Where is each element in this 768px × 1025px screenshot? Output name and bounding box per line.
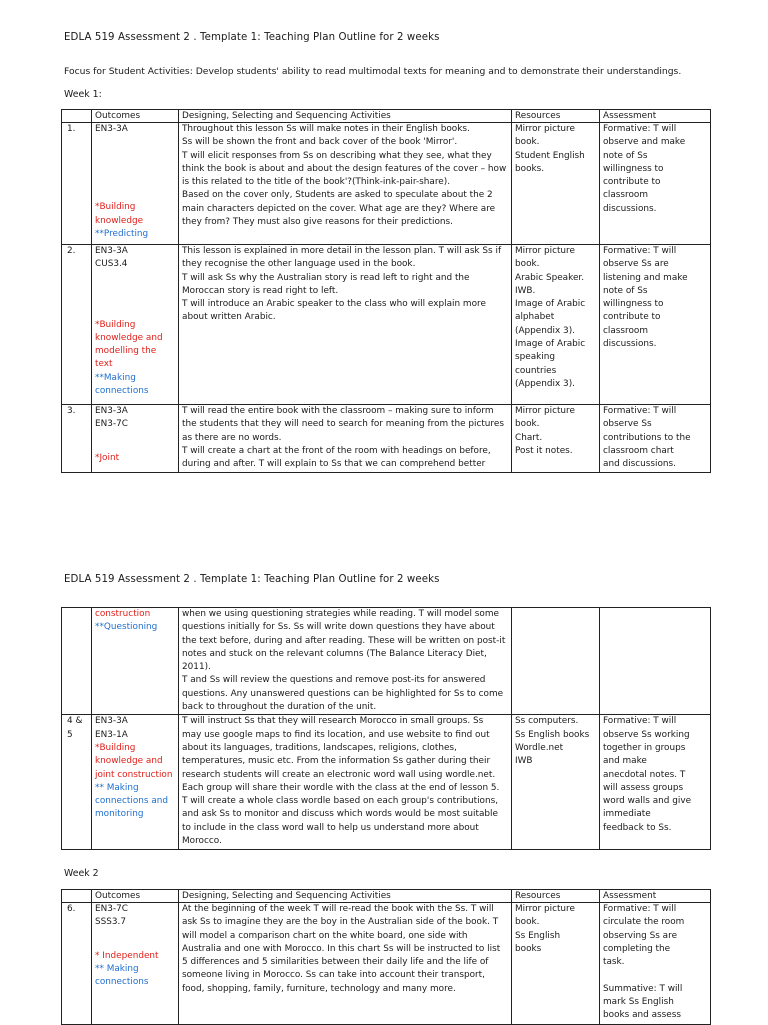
assessment-line: circulate the room bbox=[603, 917, 685, 928]
activity-line: someone living in Morocco. Ss can take into account their transport, bbox=[182, 970, 485, 981]
outcomes-header: Outcomes bbox=[92, 890, 179, 903]
assessment-cell bbox=[600, 123, 711, 245]
table-row bbox=[62, 715, 711, 850]
week-1-plan-table bbox=[61, 109, 711, 473]
assessment-line: note of Ss bbox=[603, 285, 648, 296]
activity-line: temperatures, music etc. From the information Ss gather during their bbox=[182, 756, 491, 767]
activity-line: questions initially for Ss. Ss will write down questions they have about bbox=[182, 622, 495, 633]
resource-line: Wordle.net bbox=[515, 742, 564, 753]
resources-cell bbox=[512, 405, 600, 473]
strategy-label: connections bbox=[95, 977, 149, 988]
page-header-1: EDLA 519 Assessment 2 . Template 1: Teaching Plan Outline for 2 weeks bbox=[64, 32, 440, 43]
strategy-label: monitoring bbox=[95, 809, 144, 820]
resource-line: book. bbox=[515, 259, 540, 270]
resource-line: Post it notes. bbox=[515, 445, 573, 456]
assessment-line: Summative: T will bbox=[603, 983, 683, 994]
table-row bbox=[62, 903, 711, 1025]
resource-line: IWB bbox=[515, 756, 533, 767]
activities-cell bbox=[179, 405, 512, 473]
resource-line: (Appendix 3). bbox=[515, 378, 575, 389]
resources-header: Resources bbox=[512, 890, 600, 903]
lesson-number-line: 5 bbox=[67, 729, 73, 740]
activity-line: food, shopping, family, furniture, technology and many more. bbox=[182, 983, 456, 994]
assessment-line: books and assess bbox=[603, 1010, 681, 1021]
assessment-line: word walls and give bbox=[603, 796, 692, 807]
resource-line: countries bbox=[515, 365, 557, 376]
activity-line: research students will create an electronic word wall using wordle.net. bbox=[182, 769, 496, 780]
strategy-label: * Independent bbox=[95, 950, 159, 961]
assessment-cell bbox=[600, 405, 711, 473]
assessment-line: classroom bbox=[603, 190, 648, 201]
activity-line: Each group will share their wordle with the class at the end of lesson 5. bbox=[182, 782, 500, 793]
outcome-code: EN3-7C bbox=[95, 419, 128, 430]
activities-cell bbox=[179, 715, 512, 850]
strategy-label: connections bbox=[95, 386, 149, 397]
assessment-line: discussions. bbox=[603, 339, 657, 350]
resource-line: books. bbox=[515, 163, 545, 174]
assessment-header: Assessment bbox=[600, 890, 711, 903]
activities-cell bbox=[179, 123, 512, 245]
strategy-label: connections and bbox=[95, 796, 169, 807]
activities-cell bbox=[179, 245, 512, 405]
resources-cell bbox=[512, 903, 600, 1025]
resource-line: books bbox=[515, 943, 542, 954]
activity-line: This lesson is explained in more detail in the lesson plan. T will ask Ss if bbox=[182, 246, 502, 256]
activity-line: questions. Any unanswered questions can be highlighted for Ss to come bbox=[182, 688, 504, 699]
activity-line: back to throughout the duration of the unit. bbox=[182, 702, 377, 713]
assessment-line: note of Ss bbox=[603, 150, 648, 161]
assessment-line: feedback to Ss. bbox=[603, 822, 672, 833]
table-header-row bbox=[62, 110, 711, 123]
strategy-label: text bbox=[95, 359, 113, 370]
assessment-line: immediate bbox=[603, 809, 651, 820]
strategy-label: *Building bbox=[95, 742, 136, 753]
activity-line: 2011). bbox=[182, 662, 211, 673]
outcome-code: CUS3.4 bbox=[95, 259, 128, 270]
assessment-line: completing the bbox=[603, 943, 671, 954]
strategy-label: knowledge and bbox=[95, 332, 163, 343]
activity-line: ask Ss to imagine they are the boy in the Australian side of the book. T bbox=[182, 917, 499, 928]
num-header bbox=[62, 890, 92, 903]
activity-line: when we using questioning strategies while reading. T will model some bbox=[182, 609, 499, 619]
assessment-line: observe Ss working bbox=[603, 729, 690, 740]
outcomes-cell bbox=[92, 608, 179, 715]
resources-cell bbox=[512, 123, 600, 245]
assessment-line: Formative: T will bbox=[603, 904, 677, 914]
table-row bbox=[62, 405, 711, 473]
assessment-line: and make bbox=[603, 756, 647, 767]
resource-line: book. bbox=[515, 419, 540, 430]
table-row bbox=[62, 608, 711, 715]
lesson-number: 1. bbox=[62, 123, 92, 245]
activity-line: during and after. T will explain to Ss that we can comprehend better bbox=[182, 459, 486, 470]
resource-line: Student English bbox=[515, 150, 585, 161]
outcomes-cell bbox=[92, 123, 179, 245]
assessment-line: Formative: T will bbox=[603, 716, 677, 727]
resources-cell bbox=[512, 715, 600, 850]
strategy-label: **Predicting bbox=[95, 228, 149, 239]
resource-line: Ss computers. bbox=[515, 716, 579, 727]
activity-line: they from? They must also give reasons for their predictions. bbox=[182, 217, 453, 228]
assessment-header: Assessment bbox=[600, 110, 711, 123]
resource-line: Chart. bbox=[515, 432, 543, 443]
outcome-code: EN3-3A bbox=[95, 246, 128, 256]
assessment-line: discussions. bbox=[603, 203, 657, 214]
resource-line: Ss English bbox=[515, 930, 561, 941]
strategy-label: knowledge and bbox=[95, 756, 163, 767]
assessment-cell bbox=[600, 903, 711, 1025]
assessment-line: and discussions. bbox=[603, 459, 676, 470]
activity-line: they recognise the other language used in the book. bbox=[182, 259, 416, 270]
strategy-label: **Making bbox=[95, 372, 136, 383]
assessment-line: Formative: T will bbox=[603, 124, 677, 134]
activity-line: to include in the class word wall to help us understand more about bbox=[182, 822, 479, 833]
assessment-cell bbox=[600, 245, 711, 405]
strategy-label: joint construction bbox=[95, 769, 173, 780]
lesson-number: 2. bbox=[62, 245, 92, 405]
activity-line: 5 differences and 5 similarities between their daily life and the life of bbox=[182, 957, 489, 968]
activity-line: Based on the cover only, Students are asked to speculate about the 2 bbox=[182, 190, 493, 201]
lesson-number-line: 4 & bbox=[67, 716, 83, 727]
activity-line: notes and stuck on the relevant columns (The Balance Literacy Diet, bbox=[182, 648, 487, 659]
strategy-label: *Building bbox=[95, 202, 136, 213]
activity-line: main characters depicted on the cover. What age are they? Where are bbox=[182, 203, 496, 214]
assessment-line: willingness to bbox=[603, 163, 664, 174]
outcomes-cell bbox=[92, 903, 179, 1025]
strategy-label: construction bbox=[95, 609, 151, 619]
strategy-label: knowledge bbox=[95, 215, 144, 226]
activity-line: T will create a whole class wordle based on each group's contributions, bbox=[182, 796, 499, 807]
table-row bbox=[62, 123, 711, 245]
assessment-line: observe and make bbox=[603, 137, 686, 148]
strategy-label: **Questioning bbox=[95, 622, 158, 633]
table-header-row bbox=[62, 890, 711, 903]
assessment-line: observe Ss bbox=[603, 419, 652, 430]
lesson-number: 3. bbox=[62, 405, 92, 473]
resource-line: Ss English books bbox=[515, 729, 590, 740]
activity-line: T will instruct Ss that they will research Morocco in small groups. Ss bbox=[182, 716, 484, 727]
activity-line: as there are no words. bbox=[182, 432, 282, 443]
activity-line: T will read the entire book with the classroom – making sure to inform bbox=[182, 406, 494, 416]
num-header bbox=[62, 110, 92, 123]
assessment-line: classroom bbox=[603, 325, 648, 336]
outcome-code: EN3-3A bbox=[95, 124, 128, 134]
activity-line: Morocco. bbox=[182, 836, 222, 847]
assessment-line: contributions to the bbox=[603, 432, 691, 443]
resource-line: (Appendix 3). bbox=[515, 325, 575, 336]
activity-line: T and Ss will review the questions and remove post-its for answered bbox=[182, 675, 486, 686]
resources-cell bbox=[512, 245, 600, 405]
resource-line: book. bbox=[515, 917, 540, 928]
assessment-line: classroom chart bbox=[603, 445, 674, 456]
assessment-line: observe Ss are bbox=[603, 259, 669, 270]
resource-line: Image of Arabic bbox=[515, 339, 586, 350]
outcomes-cell bbox=[92, 245, 179, 405]
week-2-plan-table bbox=[61, 889, 711, 1025]
activities-cell bbox=[179, 903, 512, 1025]
outcome-code: EN3-7C bbox=[95, 904, 128, 914]
activity-line: may use google maps to find its location, and use website to find out bbox=[182, 729, 490, 740]
strategy-label: ** Making bbox=[95, 782, 139, 793]
strategy-label: *Joint bbox=[95, 452, 120, 463]
activities-header: Designing, Selecting and Sequencing Activities bbox=[179, 110, 512, 123]
activity-line: T will ask Ss why the Australian story is read left to right and the bbox=[182, 272, 470, 283]
resource-line: Mirror picture bbox=[515, 904, 575, 914]
assessment-line: willingness to bbox=[603, 299, 664, 310]
resources-cell bbox=[512, 608, 600, 715]
outcomes-cell bbox=[92, 715, 179, 850]
resource-line: Arabic Speaker. bbox=[515, 272, 585, 283]
outcome-code: SSS3.7 bbox=[95, 917, 127, 928]
activity-line: Ss will be shown the front and back cover of the book 'Mirror'. bbox=[182, 137, 458, 148]
strategy-label: ** Making bbox=[95, 963, 139, 974]
resource-line: Mirror picture bbox=[515, 124, 575, 134]
activity-line: think the book is about and about the design features of the cover – how bbox=[182, 163, 507, 174]
assessment-line: Formative: T will bbox=[603, 246, 677, 256]
assessment-cell bbox=[600, 608, 711, 715]
resource-line: Mirror picture bbox=[515, 246, 575, 256]
resource-line: alphabet bbox=[515, 312, 555, 323]
resource-line: Image of Arabic bbox=[515, 299, 586, 310]
outcomes-header: Outcomes bbox=[92, 110, 179, 123]
resource-line: book. bbox=[515, 137, 540, 148]
activity-line: T will elicit responses from Ss on describing what they see, what they bbox=[182, 150, 492, 161]
assessment-line: Formative: T will bbox=[603, 406, 677, 416]
assessment-line: contribute to bbox=[603, 312, 661, 323]
resource-line: Mirror picture bbox=[515, 406, 575, 416]
assessment-gap bbox=[603, 969, 707, 982]
assessment-line: anecdotal notes. T bbox=[603, 769, 686, 780]
week-2-label: Week 2 bbox=[64, 868, 99, 879]
activities-cell bbox=[179, 608, 512, 715]
week-1-label: Week 1: bbox=[64, 89, 102, 100]
outcome-code: EN3-3A bbox=[95, 406, 128, 416]
activity-line: T will introduce an Arabic speaker to the class who will explain more bbox=[182, 299, 486, 310]
activity-line: about its languages, traditions, landscapes, religions, clothes, bbox=[182, 742, 457, 753]
resources-header: Resources bbox=[512, 110, 600, 123]
resource-line: IWB. bbox=[515, 285, 536, 296]
activities-header: Designing, Selecting and Sequencing Activities bbox=[179, 890, 512, 903]
outcomes-cell bbox=[92, 405, 179, 473]
page-header-2: EDLA 519 Assessment 2 . Template 1: Teaching Plan Outline for 2 weeks bbox=[64, 574, 440, 585]
assessment-line: observing Ss are bbox=[603, 930, 678, 941]
activity-line: Throughout this lesson Ss will make notes in their English books. bbox=[182, 124, 470, 134]
week-1-plan-table-continued bbox=[61, 607, 711, 850]
lesson-number bbox=[62, 715, 92, 850]
activity-line: and ask Ss to monitor and discuss which words would be most suitable bbox=[182, 809, 498, 820]
resource-line: speaking bbox=[515, 352, 556, 363]
activity-line: will model a comparison chart on the white board, one side with bbox=[182, 930, 468, 941]
focus-statement: Focus for Student Activities: Develop students' ability to read multimodal texts for meaning and to demonstrate their understandings. bbox=[64, 66, 682, 77]
activity-line: T will create a chart at the front of the room with headings on before, bbox=[182, 445, 491, 456]
outcome-code: EN3-1A bbox=[95, 729, 128, 740]
activity-line: the students that they will need to search for meaning from the pictures bbox=[182, 419, 504, 430]
assessment-line: together in groups bbox=[603, 742, 686, 753]
lesson-number: 6. bbox=[62, 903, 92, 1025]
activity-line: about written Arabic. bbox=[182, 312, 276, 323]
assessment-line: mark Ss English bbox=[603, 997, 674, 1008]
outcome-code: EN3-3A bbox=[95, 716, 128, 727]
activity-line: Australia and one with Morocco. In this chart Ss will be instructed to list bbox=[182, 943, 501, 954]
assessment-line: listening and make bbox=[603, 272, 688, 283]
strategy-label: modelling the bbox=[95, 346, 157, 357]
assessment-line: will assess groups bbox=[603, 782, 684, 793]
assessment-line: task. bbox=[603, 957, 625, 968]
strategy-label: *Building bbox=[95, 319, 136, 330]
table-row bbox=[62, 245, 711, 405]
activity-line: the text before, during and after reading. These will be written on post-it bbox=[182, 635, 506, 646]
activity-line: Moroccan story is read right to left. bbox=[182, 285, 339, 296]
assessment-cell bbox=[600, 715, 711, 850]
activity-line: is this related to the title of the book'?(Think-ink-pair-share). bbox=[182, 177, 451, 188]
lesson-number bbox=[62, 608, 92, 715]
assessment-line: contribute to bbox=[603, 177, 661, 188]
activity-line: At the beginning of the week T will re-read the book with the Ss. T will bbox=[182, 904, 494, 914]
